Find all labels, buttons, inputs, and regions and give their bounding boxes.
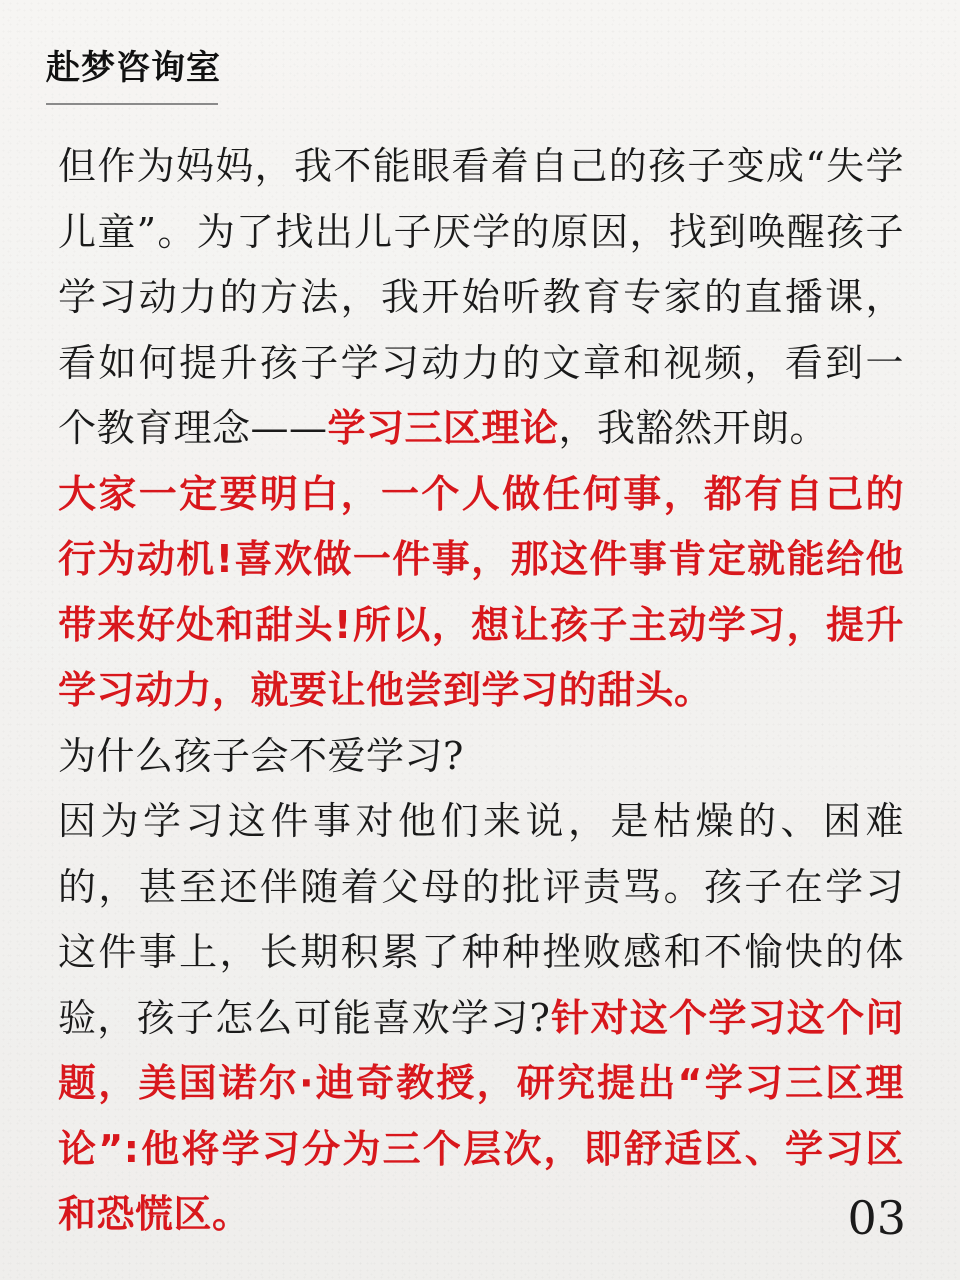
page-number: 03 xyxy=(847,1191,906,1245)
explanation-text: 因为学习这件事对他们来说，是枯燥的、困难的，甚至还伴随着父母的批评责骂。孩子在学习这件事上，长期积累了种种挫败感和不愉快的体验，孩子怎么可能喜欢学习? xyxy=(58,799,904,1040)
brand-underline xyxy=(46,103,218,105)
intro-text: 但作为妈妈，我不能眼看着自己的孩子变成“失学儿童”。为了找出儿子厌学的原因，找到唤醒孩子学习动力的方法，我开始听教育专家的直播课，看如何提升孩子学习动力的文章和视频，看到一个教育理念—— xyxy=(58,144,904,450)
paragraph-explanation xyxy=(58,789,904,1248)
intro-text-end: ，我豁然开朗。 xyxy=(558,406,829,450)
explanation-highlight: 针对这个学习这个问题，美国诺尔·迪奇教授，研究提出“学习三区理论”:他将学习分为三个层次，即舒适区、学习区和恐慌区。 xyxy=(58,995,904,1236)
article-body xyxy=(58,134,904,1248)
paragraph-motivation: 大家一定要明白，一个人做任何事，都有自己的行为动机!喜欢做一件事，那这件事肯定就能给他带来好处和甜头!所以，想让孩子主动学习，提升学习动力，就要让他尝到学习的甜头。 xyxy=(58,471,904,712)
paragraph-question: 为什么孩子会不爱学习? xyxy=(58,733,464,778)
brand-title: 赴梦咨询室 xyxy=(46,48,221,88)
paragraph-intro xyxy=(58,134,904,462)
theory-highlight: 学习三区理论 xyxy=(327,406,559,450)
